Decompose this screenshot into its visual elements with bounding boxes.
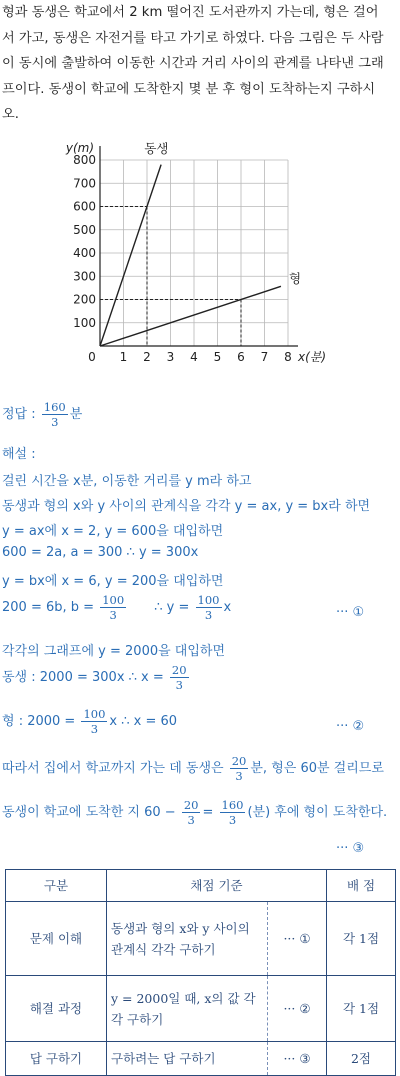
y-axis-label: y(m) <box>65 141 94 155</box>
fraction <box>220 798 246 827</box>
solution-text: x ∴ x = 60 <box>109 714 178 729</box>
solution-line-4: 600 = 2a, a = 300 ∴ y = 300x <box>2 545 199 560</box>
series-line <box>100 165 161 346</box>
solution-text: 200 = 6b, b = <box>2 600 95 615</box>
numerator: 100 <box>83 707 106 721</box>
y-tick-label: 700 <box>73 176 96 191</box>
denominator: 3 <box>187 813 195 827</box>
fraction <box>81 707 107 736</box>
answer-line <box>2 400 82 429</box>
grading-table <box>5 869 396 1076</box>
solution-line-10 <box>2 754 384 783</box>
explanation-label: 해설 : <box>2 447 36 462</box>
table-row <box>6 902 396 976</box>
answer-fraction <box>42 400 68 429</box>
denominator: 3 <box>228 813 237 827</box>
y-tick-label: 300 <box>73 269 96 284</box>
row-category: 문제 이해 <box>6 902 107 976</box>
row-criterion: 동생과 형의 x와 y 사이의 관계식 각각 구하기 <box>107 902 268 976</box>
problem-line: 이 동시에 출발하여 이동한 시간과 거리 사이의 관계를 나타낸 그래 <box>2 56 384 71</box>
solution-line-2: 동생과 형의 x와 y 사이의 관계식을 각각 y = ax, y = bx라 하면 <box>2 499 371 514</box>
row-category: 해결 과정 <box>6 976 107 1042</box>
x-tick-label: 2 <box>143 350 151 364</box>
answer-denominator: 3 <box>51 415 59 429</box>
series-line <box>100 286 281 346</box>
series-label: 동생 <box>144 141 169 157</box>
fraction <box>182 798 201 827</box>
answer-label: 정답 : <box>2 407 36 422</box>
row-score: 2점 <box>327 1042 396 1076</box>
header-score: 배 점 <box>327 870 396 902</box>
table-row <box>6 976 396 1042</box>
header-criterion: 채점 기준 <box>107 870 327 902</box>
fraction <box>100 593 126 622</box>
row-score: 각 1점 <box>327 976 396 1042</box>
solution-text: 형 : 2000 = <box>2 714 76 729</box>
numerator: 160 <box>221 798 244 812</box>
solution-text: = <box>202 805 214 820</box>
denominator: 3 <box>90 722 99 736</box>
solution-line-1: 걸린 시간을 x분, 이동한 거리를 y m라 하고 <box>2 474 252 489</box>
step-marker-1: ··· ① <box>336 605 365 620</box>
problem-line: 형과 동생은 학교에서 2 km 떨어진 도서관까지 가는데, 형은 걸어 <box>2 5 379 20</box>
problem-line: 오. <box>2 107 19 122</box>
solution-text: ∴ y = <box>154 600 190 615</box>
denominator: 3 <box>204 608 213 622</box>
step-marker-2: ··· ② <box>336 719 365 734</box>
fraction <box>196 593 222 622</box>
x-tick-label: 4 <box>190 350 198 364</box>
x-tick-label: 7 <box>260 350 269 364</box>
solution-text: 동생이 학교에 도착한 지 60 − <box>2 805 176 820</box>
series-label: 형 <box>289 271 302 287</box>
solution-text: (분) 후에 형이 도착한다. <box>247 805 388 820</box>
solution-line-9 <box>2 707 177 736</box>
row-criterion: y = 2000일 때, x의 값 각각 구하기 <box>107 976 268 1042</box>
row-mark: ··· ③ <box>268 1042 327 1076</box>
row-mark: ··· ② <box>268 976 327 1042</box>
answer-numerator: 160 <box>43 400 66 414</box>
header-category: 구분 <box>6 870 107 902</box>
numerator: 100 <box>197 593 220 607</box>
origin-label: 0 <box>88 350 96 364</box>
y-tick-label: 200 <box>73 292 96 307</box>
row-mark: ··· ① <box>268 902 327 976</box>
solution-text: 분, 형은 60분 걸리므로 <box>250 761 384 776</box>
solution-line-11 <box>2 798 387 827</box>
numerator: 20 <box>171 663 187 677</box>
problem-line: 프이다. 동생이 학교에 도착한지 몇 분 후 형이 도착하는지 구하시 <box>2 81 376 97</box>
y-tick-label: 500 <box>73 222 96 237</box>
numerator: 20 <box>183 798 199 812</box>
denominator: 3 <box>175 678 183 692</box>
x-tick-label: 6 <box>237 350 245 364</box>
fraction <box>230 754 249 783</box>
step-marker-3: ··· ③ <box>336 841 365 856</box>
denominator: 3 <box>109 608 117 622</box>
denominator: 3 <box>235 769 243 783</box>
y-tick-label: 100 <box>73 315 96 330</box>
numerator: 100 <box>102 593 125 607</box>
y-tick-label: 600 <box>73 199 96 214</box>
solution-text: 동생 : 2000 = 300x ∴ x = <box>2 670 164 685</box>
x-tick-label: 8 <box>284 350 292 364</box>
y-tick-label: 800 <box>73 153 96 167</box>
row-score: 각 1점 <box>327 902 396 976</box>
solution-line-7: 각각의 그래프에 y = 2000을 대입하면 <box>2 644 226 659</box>
solution-line-5: y = bx에 x = 6, y = 200을 대입하면 <box>2 574 224 589</box>
solution-line-6 <box>2 593 231 622</box>
y-tick-label: 400 <box>73 246 96 260</box>
solution-text: x <box>223 600 232 615</box>
fraction <box>170 663 189 692</box>
x-tick-label: 3 <box>166 350 175 364</box>
table-header-row <box>6 870 396 902</box>
x-tick-label: 1 <box>119 350 128 364</box>
distance-time-graph <box>0 125 400 370</box>
problem-line: 서 가고, 동생은 자전거를 타고 가기로 하였다. 다음 그림은 두 사람 <box>2 30 384 46</box>
solution-line-3: y = ax에 x = 2, y = 600을 대입하면 <box>2 524 224 539</box>
solution-text: 따라서 집에서 학교까지 가는 데 동생은 <box>2 761 224 776</box>
answer-unit: 분 <box>69 407 83 422</box>
table-row <box>6 1042 396 1076</box>
x-axis-label: x(분) <box>298 350 327 364</box>
solution-line-8 <box>2 663 191 692</box>
problem-text <box>2 0 398 128</box>
row-criterion: 구하려는 답 구하기 <box>107 1042 268 1076</box>
x-tick-label: 5 <box>213 350 222 364</box>
row-category: 답 구하기 <box>6 1042 107 1076</box>
numerator: 20 <box>231 754 247 768</box>
